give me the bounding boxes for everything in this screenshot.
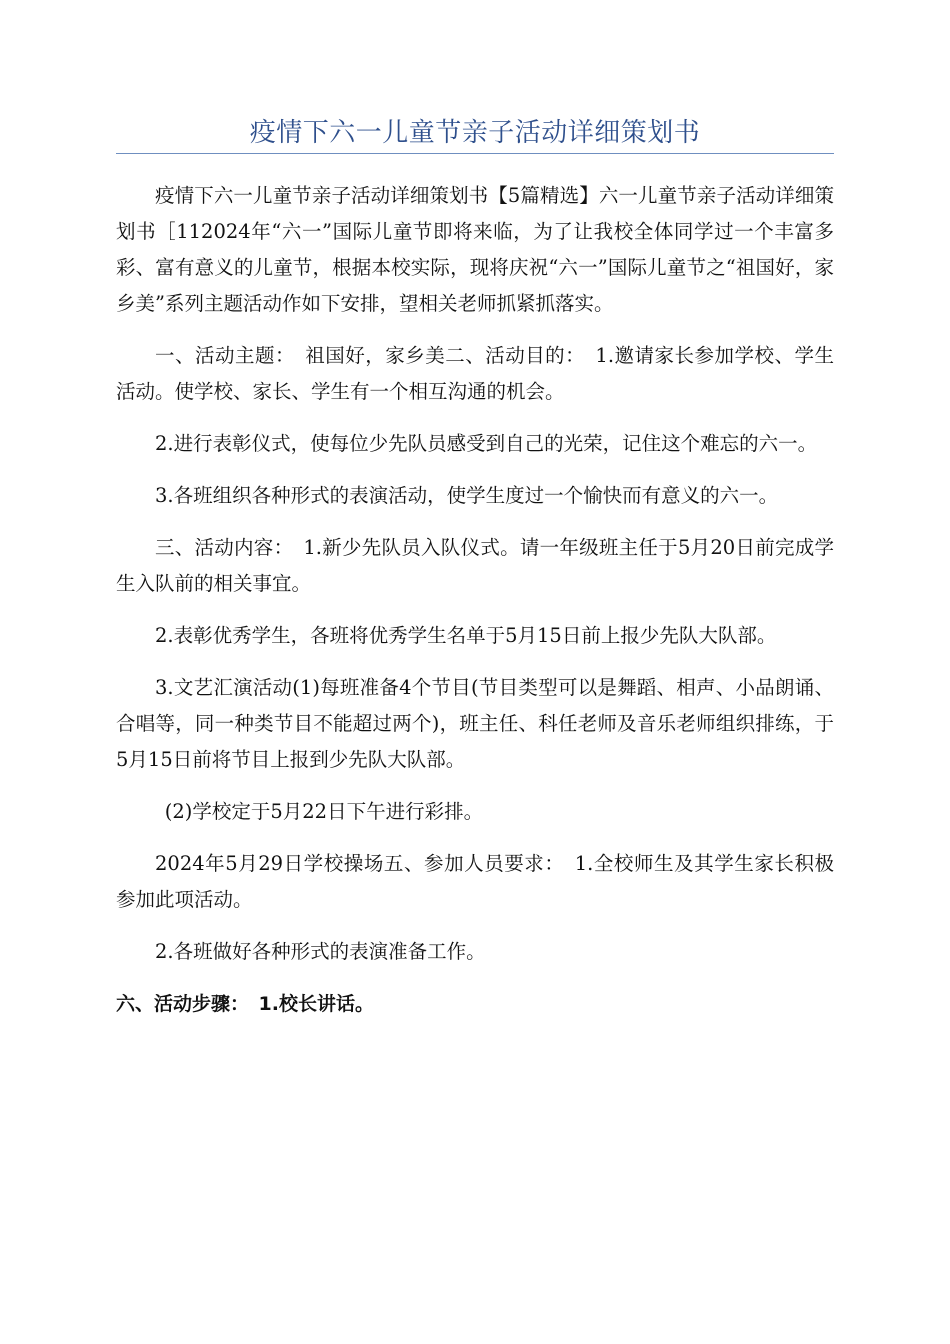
paragraph-participants-2: 2.各班做好各种形式的表演准备工作。 — [155, 940, 486, 963]
paragraph-theme-goals: 一、活动主题： 祖国好，家乡美二、活动目的： 1.邀请家长参加学校、学生活动。使学校、家长、学生有一个相互沟通的机会。 — [116, 344, 834, 403]
paragraph-participants-1: 2024年5月29日学校操场五、参加人员要求： 1.全校师生及其学生家长积极参加此项活动。 — [116, 852, 834, 911]
paragraph-goal-2: 2.进行表彰仪式，使每位少先队员感受到自己的光荣，记住这个难忘的六一。 — [155, 432, 818, 455]
title-underline — [116, 153, 834, 154]
section-heading-steps: 六、活动步骤： 1.校长讲话。 — [116, 993, 374, 1015]
paragraph-intro: 疫情下六一儿童节亲子活动详细策划书【5篇精选】六一儿童节亲子活动详细策划书［112024年“六一”国际儿童节即将来临，为了让我校全体同学过一个丰富多彩、富有意义的儿童节，根据本校实际，现将庆祝“六一”国际儿童节之“祖国好，家乡美”系列主题活动作如下安排，望相关老师抓紧抓落实。 — [116, 184, 834, 315]
paragraph-content-2: 2.表彰优秀学生，各班将优秀学生名单于5月15日前上报少先队大队部。 — [155, 624, 777, 647]
document-body — [116, 178, 834, 1038]
paragraph-content-1: 三、活动内容： 1.新少先队员入队仪式。请一年级班主任于5月20日前完成学生入队前的相关事宜。 — [116, 536, 834, 595]
paragraph-goal-3: 3.各班组织各种形式的表演活动，使学生度过一个愉快而有意义的六一。 — [155, 484, 779, 507]
paragraph-rehearsal: (2)学校定于5月22日下午进行彩排。 — [164, 800, 484, 823]
paragraph-content-3: 3.文艺汇演活动(1)每班准备4个节目(节目类型可以是舞蹈、相声、小品朗诵、合唱等，同一种类节目不能超过两个)，班主任、科任老师及音乐老师组织排练，于5月15日前将节目上报到少先队大队部。 — [116, 676, 834, 771]
document-title: 疫情下六一儿童节亲子活动详细策划书 — [249, 118, 701, 148]
